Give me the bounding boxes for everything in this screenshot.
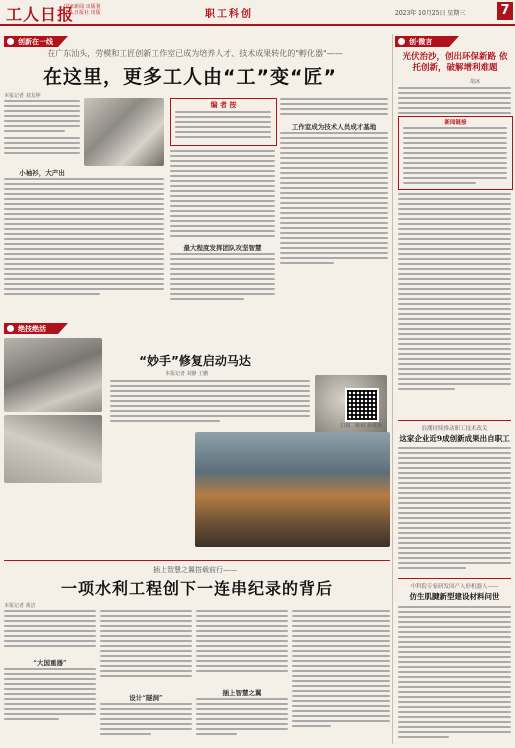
story2-title: 这家企业近9成创新成果出自职工 bbox=[399, 434, 510, 443]
section-bullet-icon bbox=[7, 38, 14, 45]
article-text-block bbox=[4, 137, 80, 157]
section-bullet-icon bbox=[7, 325, 14, 332]
column-rule bbox=[392, 34, 393, 744]
article-text-block bbox=[398, 193, 511, 393]
subhead-2: 最大程度发挥团队攻坚智慧 bbox=[183, 244, 262, 252]
article-text-block bbox=[4, 668, 96, 723]
article-text-block bbox=[4, 178, 164, 298]
engineer-photo bbox=[195, 432, 390, 547]
top-kicker: 在广东汕头，劳模和工匠创新工作室已成为培养人才、技术成果转化的"孵化器"—— bbox=[47, 49, 343, 58]
subhead-1: 小袖衫，大产出 bbox=[19, 169, 65, 177]
water-byline: 本报记者 黄洁 bbox=[4, 603, 36, 609]
masthead bbox=[0, 0, 515, 26]
article-text-block bbox=[196, 698, 288, 738]
editor-note-label: 编 者 按 bbox=[210, 100, 237, 109]
story3-kicker: 中科院专家研发国产人形机器人—— bbox=[410, 584, 499, 590]
subhead-3: 工作室成为技术人员成才基地 bbox=[291, 123, 377, 131]
article-text-block bbox=[280, 98, 388, 118]
news-link-label: 新闻链接 bbox=[444, 120, 467, 126]
article-text-block bbox=[280, 132, 388, 267]
motor-photo-1 bbox=[4, 338, 102, 412]
article-text-block bbox=[170, 253, 275, 303]
article-text-block bbox=[292, 610, 390, 730]
section-divider bbox=[4, 560, 390, 561]
news-link-box bbox=[398, 116, 513, 190]
editor-note-box bbox=[170, 98, 277, 146]
article-text-block bbox=[196, 610, 288, 675]
qr-code[interactable] bbox=[345, 388, 379, 422]
article-text-block bbox=[398, 606, 511, 741]
water-kicker: 插上智慧之翼搭载前行—— bbox=[153, 566, 237, 574]
story2-kicker: 浪潮持续推动职工技术改关 bbox=[421, 426, 488, 432]
article-text-block bbox=[4, 100, 80, 135]
section-bar-skills bbox=[4, 323, 58, 334]
editor-note-text bbox=[175, 111, 271, 141]
right-divider bbox=[398, 578, 511, 579]
section-bar-innovation bbox=[4, 36, 58, 47]
article-text-block bbox=[398, 87, 511, 117]
section-bar-microcomment bbox=[395, 36, 449, 47]
middle-title: “妙手”修复启动马达 bbox=[139, 354, 251, 368]
top-byline: 本报记者 刘友婷 bbox=[4, 93, 41, 99]
subhead-smart: 插上智慧之翼 bbox=[222, 689, 262, 697]
article-text-block bbox=[170, 150, 275, 240]
article-text-block bbox=[100, 610, 192, 680]
publisher-line: 工人日报社 出版 bbox=[64, 10, 101, 16]
subhead-tunnel: 设计“隧洞” bbox=[129, 694, 163, 702]
qr-caption: 扫描二维码 看视频 bbox=[340, 423, 382, 429]
water-headline: 一项水利工程创下一连串纪录的背后 bbox=[60, 579, 333, 598]
page-number: 7 bbox=[497, 2, 513, 20]
section-bar-label: 创·微言 bbox=[409, 37, 433, 46]
newspaper-logo: 工人日报 bbox=[6, 5, 75, 24]
story3-title: 仿生肌腱新型建设材料问世 bbox=[409, 592, 500, 601]
article-text-block bbox=[4, 610, 96, 650]
section-title: 职工科创 bbox=[205, 9, 253, 20]
factory-photo bbox=[84, 98, 164, 166]
middle-byline: 本报记者 刘静 王鹏 bbox=[165, 371, 209, 377]
article-text-block bbox=[398, 447, 511, 572]
section-bar-label: 创新在一线 bbox=[18, 37, 53, 46]
motor-photo-2 bbox=[4, 415, 102, 483]
top-headline: 在这里，更多工人由“工”变“匠” bbox=[43, 66, 337, 88]
section-bar-label: 绝技绝活 bbox=[18, 324, 46, 333]
article-text-block bbox=[100, 703, 192, 738]
comment-byline: 胡冰 bbox=[470, 79, 481, 85]
section-bullet-icon bbox=[398, 38, 405, 45]
subhead-big-project: “大国重器” bbox=[33, 659, 67, 667]
comment-title: 光伏治沙，创出环保新路 依托创新，破解增利难题 bbox=[402, 52, 508, 73]
issue-date: 2023年 10月25日 星期三 bbox=[395, 10, 466, 17]
article-text-block bbox=[110, 380, 310, 425]
publisher-line: 国家新闻 出版署 bbox=[64, 4, 101, 10]
masthead-publisher-info bbox=[64, 4, 101, 16]
news-link-text bbox=[403, 127, 507, 187]
right-divider bbox=[398, 420, 511, 421]
